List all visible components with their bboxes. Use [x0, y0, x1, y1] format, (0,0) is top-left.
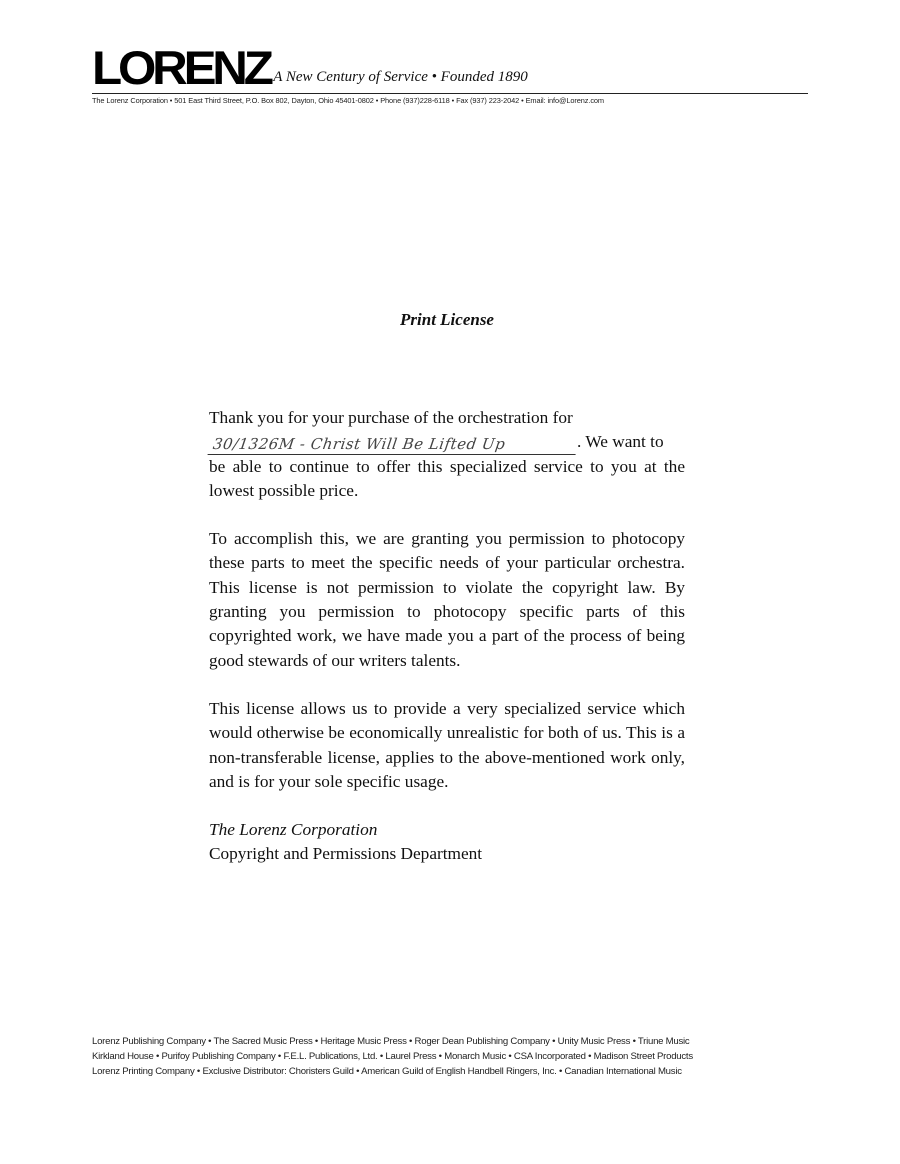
signoff-company: The Lorenz Corporation	[209, 820, 378, 840]
paragraph-usage: This license allows us to provide a very specialized service which would otherwise be economically unrealistic for both of us. This is a non-transferable license, applies to the above-mentioned work only, and is for your sole specific usage.	[209, 698, 685, 791]
purchase-rest: be able to continue to offer this specialized service to you at the lowest possible price.	[209, 456, 685, 500]
footer-line: Kirkland House • Purifoy Publishing Company • F.E.L. Publications, Ltd. • Laurel Press • Monarch Music • CSA Incorporated • Madison Street Products	[92, 1051, 693, 1062]
purchase-entry-line	[209, 430, 685, 454]
letterhead	[92, 41, 808, 105]
purchase-after-entry: . We want to	[577, 432, 664, 452]
purchase-intro: Thank you for your purchase of the orchestration for	[209, 408, 573, 427]
paragraph-permission: To accomplish this, we are granting you permission to photocopy these parts to meet the specific needs of your particular orchestra. This license is not permission to violate the copyright law. By granting you permission to photocopy specific parts of this copyrighted work, we have made you a part of the process of being good stewards of our writers talents.	[209, 529, 685, 670]
page-title: Print License	[400, 310, 494, 329]
footer-line: Lorenz Publishing Company • The Sacred Music Press • Heritage Music Press • Roger Dean Publishing Company • Unity Music Press • Triune Music	[92, 1036, 690, 1047]
logo-row	[92, 41, 808, 94]
lorenz-logo: LORENZ	[92, 41, 270, 94]
signoff-department: Copyright and Permissions Department	[209, 844, 483, 864]
footer-line: Lorenz Printing Company • Exclusive Distributor: Choristers Guild • American Guild of English Handbell Ringers, Inc. • Canadian International Music	[92, 1066, 682, 1077]
handwritten-title-entry: 30/1326M - Christ Will Be Lifted Up	[208, 434, 579, 455]
paragraph-purchase	[209, 406, 685, 503]
footer-imprints	[92, 1034, 812, 1079]
company-address: The Lorenz Corporation • 501 East Third Street, P.O. Box 802, Dayton, Ohio 45401-0802 • Phone (937)228-6118 • Fax (937) 223-2042 • Email: info@Lorenz.com	[92, 96, 604, 105]
letter-body	[209, 406, 685, 867]
tagline: A New Century of Service • Founded 1890	[273, 69, 528, 85]
signoff	[209, 818, 685, 867]
